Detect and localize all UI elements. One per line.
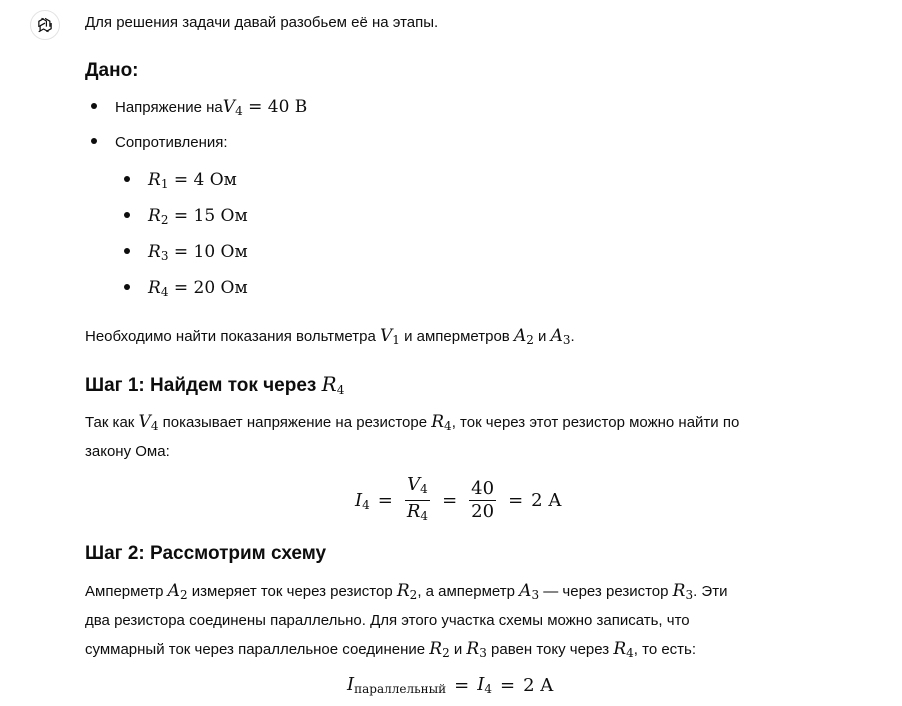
fraction: $\frac{V_4}{R_4}$: [406, 474, 429, 523]
step1-heading: Шаг 1: Найдем ток через $R_4$: [85, 372, 345, 397]
bullet-icon: [124, 248, 130, 254]
resistances-label: Сопротивления:: [115, 134, 228, 151]
step2-heading: Шаг 2: Рассмотрим схему: [85, 543, 327, 564]
given-heading: Дано:: [85, 60, 139, 81]
step1-text-line2: закону Ома:: [85, 443, 170, 460]
bullet-icon: [124, 284, 130, 290]
intro-text: Для решения задачи давай разобьем её на этапы.: [85, 14, 439, 31]
assistant-avatar: [30, 10, 60, 40]
voltage-label: Напряжение на: [115, 99, 223, 116]
bullet-icon: [124, 212, 130, 218]
bullet-icon: [91, 138, 97, 144]
openai-logo-icon: [36, 16, 54, 34]
bullet-icon: [124, 176, 130, 182]
parallel-current-formula: $I_{параллельный}$ = $I_4$ = 2 A: [347, 674, 554, 696]
resistor-item: $R_3 = 10$ Ом: [124, 242, 248, 263]
step1-text-line1: Так как $V_4$ показывает напряжение на резисторе $R_4$, ток через этот резистор можно найти по: [85, 412, 740, 433]
bullet-icon: [91, 103, 97, 109]
step2-text-line3: суммарный ток через параллельное соединение $R_2$ и $R_3$ равен току через $R_4$, то есть:: [85, 639, 697, 660]
resistor-item: $R_4 = 20$ Ом: [124, 278, 248, 299]
resistor-item: $R_2 = 15$ Ом: [124, 206, 248, 227]
fraction: $\frac{40}{20}$: [471, 478, 495, 522]
step2-text-line2: два резистора соединены параллельно. Для этого участка схемы можно записать, что: [85, 612, 690, 629]
list-item: [91, 134, 228, 151]
task-text: Необходимо найти показания вольтметра $V_1$ и амперметров $A_2$ и $A_3$.: [85, 326, 575, 347]
voltage-formula: $V_4 = 40$ В: [222, 97, 308, 118]
step2-text-line1: Амперметр $A_2$ измеряет ток через резистор $R_2$, а амперметр $A_3$ — через резистор $R_3$. Эти: [85, 581, 728, 602]
resistor-item: $R_1 = 4$ Ом: [124, 170, 237, 191]
ohm-law-formula: $I_4$ = $\frac{V_4}{R_4}$ = $\frac{40}{20}$ = 2 A: [355, 474, 561, 527]
list-item: [91, 97, 307, 118]
